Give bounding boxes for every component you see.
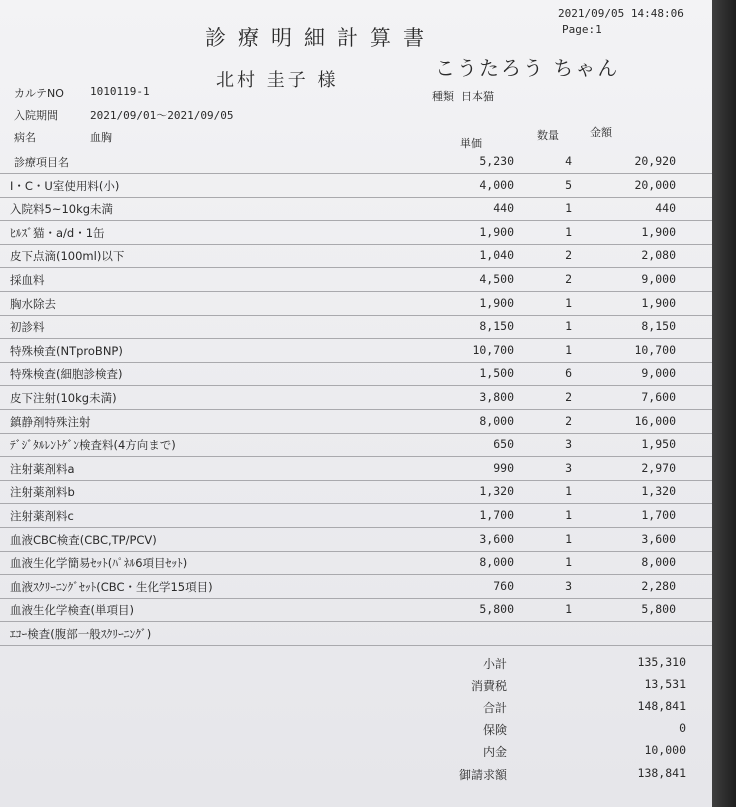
quantity: 1 [565, 531, 572, 546]
item-name: 初診料 [10, 320, 45, 335]
unit-price: 4,000 [479, 177, 514, 192]
document-title: 診療明細計算書 [205, 26, 436, 50]
pet-name: こうたろう ちゃん [435, 56, 620, 80]
table-row [0, 315, 712, 339]
table-row [0, 504, 712, 528]
amount: 20,920 [634, 154, 676, 168]
quantity: 3 [565, 437, 572, 452]
amount: 1,900 [641, 224, 676, 239]
amount: 2,280 [641, 578, 676, 593]
table-row [0, 386, 712, 410]
table-row [0, 528, 712, 552]
quantity: 1 [565, 555, 572, 570]
amount: 5,800 [641, 602, 676, 617]
table-row [0, 292, 712, 316]
karte-label: カルテNO [14, 87, 64, 100]
quantity: 5 [565, 177, 572, 192]
species-label: 種類 [432, 90, 454, 103]
summary-label: 消費税 [470, 679, 507, 693]
summary-amount: 13,531 [644, 677, 686, 691]
quantity: 1 [565, 484, 572, 499]
summary-amount: 10,000 [644, 743, 686, 757]
item-name: 特殊検査(NTproBNP) [10, 343, 123, 358]
unit-price: 440 [493, 201, 514, 216]
item-name: 注射薬剤料a [10, 461, 75, 476]
disease-value: 血胸 [90, 131, 112, 144]
unit-price: 4,500 [479, 272, 514, 286]
summary-amount: 138,841 [637, 766, 686, 780]
unit-price: 5,800 [479, 602, 514, 617]
period-value: 2021/09/01～2021/09/05 [90, 109, 234, 122]
summary-label: 内金 [482, 745, 507, 759]
item-name: 注射薬剤料c [10, 509, 74, 523]
item-name: 血液生化学簡易ｾｯﾄ(ﾊﾟﾈﾙ6項目ｾｯﾄ) [10, 556, 188, 571]
amount: 9,000 [641, 366, 676, 381]
item-name: 皮下点滴(100ml)以下 [10, 249, 125, 264]
table-row [0, 221, 712, 245]
amount-header: 金額 [590, 126, 612, 139]
page-number: Page:1 [562, 23, 602, 36]
table-row [0, 598, 712, 622]
quantity: 2 [565, 272, 572, 286]
unit-price: 1,320 [479, 484, 514, 499]
quantity: 1 [565, 342, 572, 357]
summary-label: 小計 [482, 657, 507, 671]
table-row [0, 362, 712, 386]
unit-price: 3,600 [479, 531, 514, 546]
quantity: 3 [565, 460, 572, 475]
summary-label: 合計 [482, 701, 507, 715]
unit-price: 10,700 [472, 342, 514, 357]
table-row [0, 480, 712, 504]
timestamp: 2021/09/05 14:48:06 [558, 7, 684, 20]
quantity: 1 [565, 508, 572, 522]
quantity: 2 [565, 248, 572, 263]
unit-price: 8,000 [479, 413, 514, 428]
summary-label: 保険 [482, 723, 507, 737]
table-row [0, 433, 712, 457]
unit-price: 3,800 [479, 390, 514, 404]
summary-label: 御請求額 [458, 768, 507, 782]
table-row [0, 410, 712, 434]
item-name: 注射薬剤料b [10, 485, 75, 500]
item-name: 血液ｽｸﾘｰﾆﾝｸﾞｾｯﾄ(CBC・生化学15項目) [10, 579, 213, 594]
amount: 20,000 [634, 177, 676, 192]
amount: 1,900 [641, 295, 676, 310]
qty-header: 数量 [537, 129, 559, 142]
quantity: 1 [565, 295, 572, 310]
amount: 3,600 [641, 531, 676, 546]
karte-number: 1010119-1 [90, 85, 150, 98]
summary-amount: 148,841 [637, 699, 686, 713]
unit-price: 1,040 [479, 248, 514, 263]
item-name: 入院料5~10kg未満 [10, 202, 114, 217]
item-name: ｴｺｰ検査(腹部一般ｽｸﾘｰﾆﾝｸﾞ) [10, 627, 152, 641]
item-name: 血液生化学検査(単項目) [10, 603, 134, 618]
unit-price: 5,230 [479, 154, 514, 168]
unit-price: 650 [493, 437, 514, 452]
amount: 2,970 [641, 460, 676, 475]
table-row [0, 622, 712, 646]
amount: 440 [655, 201, 676, 216]
item-name: 採血料 [10, 273, 45, 287]
period-label: 入院期間 [14, 109, 58, 122]
amount: 10,700 [634, 342, 676, 357]
unit-price: 760 [493, 578, 514, 593]
unit-price: 1,900 [479, 224, 514, 239]
quantity: 1 [565, 201, 572, 216]
quantity: 6 [565, 366, 572, 381]
quantity: 1 [565, 224, 572, 239]
quantity: 3 [565, 578, 572, 593]
item-name: 特殊検査(細胞診検査) [10, 367, 123, 382]
unit-price: 8,000 [479, 555, 514, 570]
table-row [0, 268, 712, 292]
table-row [0, 575, 712, 599]
table-row [0, 457, 712, 481]
item-name: I・C・U室使用料(小) [10, 178, 120, 193]
item-name: 胸水除去 [10, 296, 56, 311]
unit-price: 1,900 [479, 295, 514, 310]
amount: 1,950 [641, 437, 676, 452]
quantity: 2 [565, 413, 572, 428]
table-row [0, 339, 712, 363]
unit-price: 1,700 [479, 508, 514, 522]
amount: 1,700 [641, 508, 676, 522]
table-row [0, 174, 712, 198]
unit-price-header: 単価 [460, 137, 482, 150]
quantity: 2 [565, 390, 572, 404]
amount: 7,600 [641, 390, 676, 404]
table-row [0, 551, 712, 575]
amount: 9,000 [641, 272, 676, 286]
item-name: 血液CBC検査(CBC,TP/PCV) [10, 532, 157, 547]
amount: 8,150 [641, 319, 676, 334]
quantity: 4 [565, 154, 572, 168]
summary-amount: 0 [679, 721, 686, 735]
quantity: 1 [565, 602, 572, 617]
unit-price: 8,150 [479, 319, 514, 334]
amount: 8,000 [641, 555, 676, 570]
amount: 2,080 [641, 248, 676, 263]
owner-name: 北村 圭子 様 [216, 70, 339, 91]
species-line [432, 88, 494, 104]
item-name: 皮下注射(10kg未満) [10, 391, 117, 405]
summary-amount: 135,310 [637, 655, 686, 669]
table-row [0, 244, 712, 268]
quantity: 1 [565, 319, 572, 334]
amount: 1,320 [641, 484, 676, 499]
amount: 16,000 [634, 413, 676, 428]
item-name: ﾋﾙｽﾞ猫・a/d・1缶 [10, 225, 105, 240]
item-column-header: 診療項目名 [14, 156, 69, 169]
item-name: 鎮静剤特殊注射 [10, 414, 91, 429]
table-row [0, 197, 712, 221]
species-value: 日本猫 [461, 90, 494, 103]
unit-price: 990 [493, 460, 514, 475]
table-row [0, 150, 712, 174]
disease-label: 病名 [14, 131, 36, 144]
unit-price: 1,500 [479, 366, 514, 381]
item-name: ﾃﾞｼﾞﾀﾙﾚﾝﾄｹﾞﾝ検査料(4方向まで) [10, 438, 176, 453]
